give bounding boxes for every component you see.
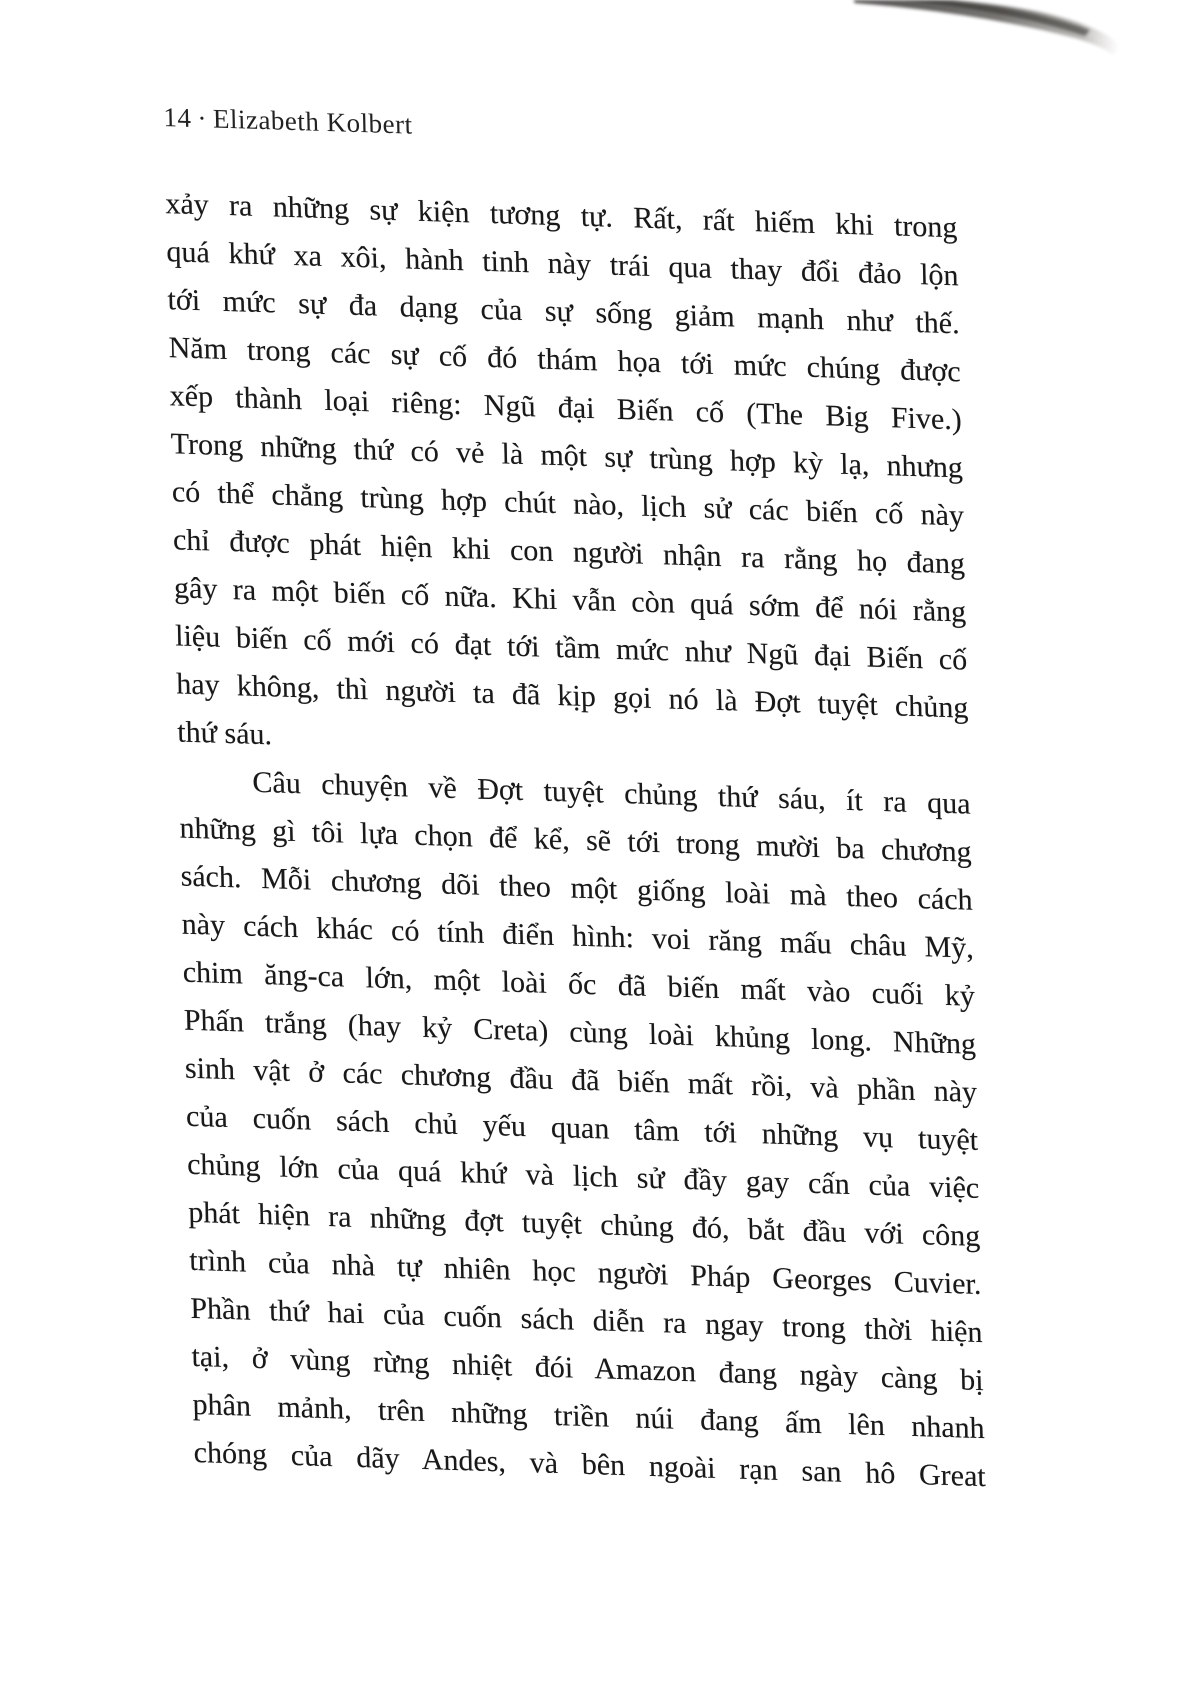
text-line: hay không, thì người ta đã kịp gọi nó là Đợt tuyệt chủng bbox=[175, 667, 969, 725]
running-header bbox=[163, 100, 956, 158]
text-line: chủng lớn của quá khứ và lịch sử đầy gay cấn của việc bbox=[186, 1147, 980, 1205]
text-line: những gì tôi lựa chọn để kể, sẽ tới trong mười ba chương bbox=[179, 811, 972, 869]
text-line: chim ăng-ca lớn, một loài ốc đã biến mất vào cuối kỷ bbox=[182, 955, 976, 1013]
text-line: tại, ở vùng rừng nhiệt đói Amazon đang ngày càng bị bbox=[191, 1339, 984, 1398]
text-line: có thể chẳng trùng hợp chút nào, lịch sử các biến cố này bbox=[171, 475, 965, 533]
page-content bbox=[163, 100, 986, 1501]
header-separator: · bbox=[197, 103, 208, 134]
text-line: xếp thành loại riêng: Ngũ đại Biến cố (The Big Five.) bbox=[169, 379, 963, 437]
text-line: chỉ được phát hiện khi con người nhận ra rằng họ đang bbox=[172, 523, 966, 581]
text-line: Câu chuyện về Đợt tuyệt chủng thứ sáu, ít ra qua bbox=[252, 765, 971, 821]
page-number: 14 bbox=[163, 102, 192, 133]
text-line: này cách khác có tính điển hình: voi răng mấu châu Mỹ, bbox=[181, 907, 975, 965]
text-line: chóng của dãy Andes, và bên ngoài rạn san hô Great bbox=[193, 1435, 987, 1494]
paragraph-1 bbox=[165, 180, 970, 781]
text-line: sinh vật ở các chương đầu đã biến mất rồi, và phần này bbox=[184, 1051, 978, 1109]
text-line: liệu biến cố mới có đạt tới tầm mức như Ngũ đại Biến cố bbox=[174, 619, 968, 677]
text-line: Phần thứ hai của cuốn sách diễn ra ngay trong thời hiện bbox=[190, 1291, 983, 1350]
paragraph-2 bbox=[178, 756, 986, 1501]
body-text bbox=[165, 180, 986, 1501]
page-curl-shadow-icon bbox=[0, 0, 1189, 80]
text-line: gây ra một biến cố nữa. Khi vẫn còn quá sớm để nói rằng bbox=[173, 571, 967, 629]
text-line: sách. Mỗi chương dõi theo một giống loài mà theo cách bbox=[180, 859, 973, 917]
text-line: thứ sáu. bbox=[176, 715, 273, 752]
text-line: của cuốn sách chủ yếu quan tâm tới những vụ tuyệt bbox=[185, 1099, 979, 1157]
text-line: xảy ra những sự kiện tương tự. Rất, rất hiếm khi trong bbox=[164, 187, 958, 245]
text-line: phát hiện ra những đợt tuyệt chủng đó, bắt đầu với công bbox=[187, 1195, 981, 1253]
text-line: tới mức sự đa dạng của sự sống giảm mạnh như thế. bbox=[167, 283, 960, 341]
text-line: Năm trong các sự cố đó thám họa tới mức chúng được bbox=[168, 331, 961, 389]
text-line: quá khứ xa xôi, hành tinh này trái qua thay đổi đảo lộn bbox=[166, 235, 959, 293]
header-author: Elizabeth Kolbert bbox=[212, 103, 413, 140]
text-line: phân mảnh, trên những triền núi đang ấm lên nhanh bbox=[192, 1387, 985, 1446]
text-line: Trong những thứ có vẻ là một sự trùng hợp kỳ lạ, nhưng bbox=[170, 427, 964, 485]
text-line: trình của nhà tự nhiên học người Pháp Georges Cuvier. bbox=[188, 1243, 982, 1302]
text-line: Phấn trắng (hay kỷ Creta) cùng loài khủng long. Những bbox=[183, 1003, 977, 1061]
